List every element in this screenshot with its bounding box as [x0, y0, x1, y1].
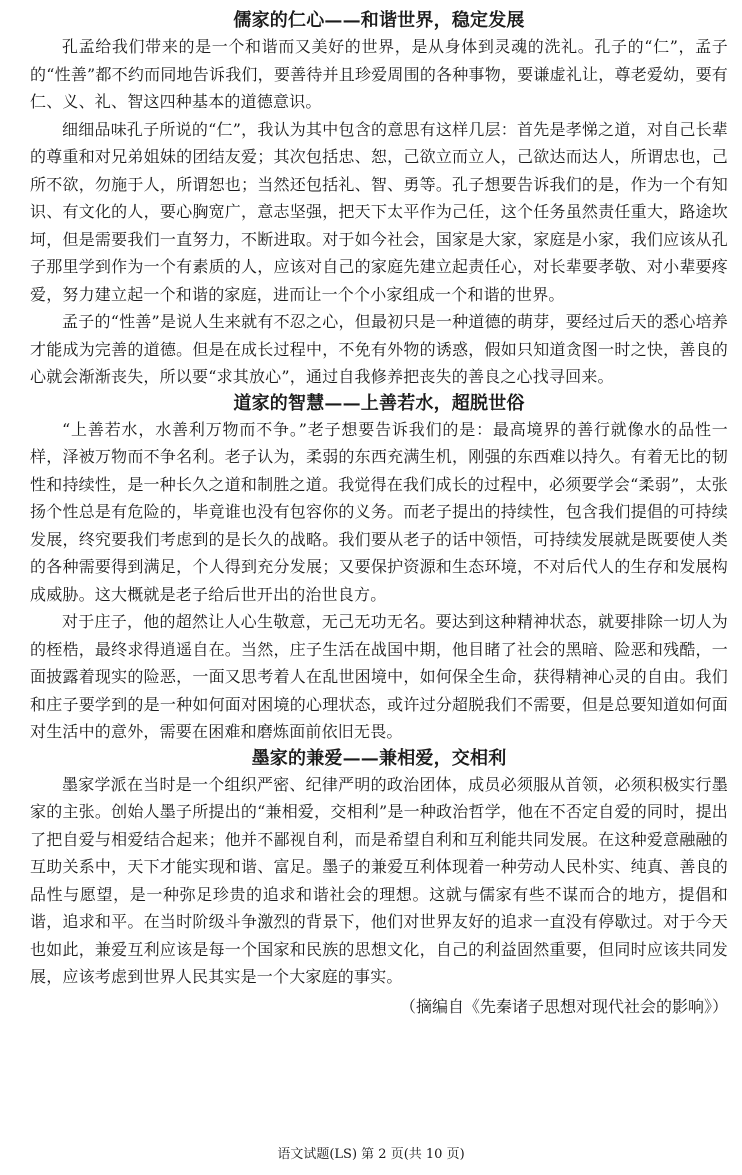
- section-heading-mohist: 墨家的兼爱——兼相爱，交相利: [251, 747, 507, 769]
- section-heading-confucian: 儒家的仁心——和谐世界，稳定发展: [233, 10, 525, 31]
- page-footer: 语文试题(LS) 第 2 页(共 10 页): [277, 1147, 465, 1162]
- source-citation: （摘编自《先秦诸子思想对现代社会的影响》）: [399, 996, 728, 1016]
- paragraph: 孟子的“性善”是说人生来就有不忍之心，但最初只是一种道德的萌芽，要经过后天的悉心培养才能成为完善的道德。但是在成长过程中，不免有外物的诱惑，假如只知道贪图一时之快，善良的心就会渐渐丧失，所以要“求其放心”，通过自我修养把丧失的善良之心找寻回来。: [30, 312, 728, 386]
- paragraph: “上善若水，水善利万物而不争。”老子想要告诉我们的是：最高境界的善行就像水的品性一样，泽被万物而不争名利。老子认为，柔弱的东西充满生机，刚强的东西难以持久。有着无比的韧性和持续性，是一种长久之道和制胜之道。我觉得在我们成长的过程中，必须要学会“柔弱”，太张扬个性总是有危险的，毕竟谁也没有包容你的义务。而老子提出的持续性，包含我们提倡的可持续发展，终究要我们考虑到的是长久的战略。我们要从老子的话中领悟，可持续发展就是既要使人类的各种需要得到满足，个人得到充分发展；又要保护资源和生态环境，不对后代人的生存和发展构成威胁。这大概就是老子给后世开出的治世良方。: [30, 419, 728, 604]
- paragraph: 细细品味孔子所说的“仁”，我认为其中包含的意思有这样几层：首先是孝悌之道，对自己长辈的尊重和对兄弟姐妹的团结友爱；其次包括忠、恕，己欲立而立人，己欲达而达人，所谓忠也，己所不欲，勿施于人，所谓恕也；当然还包括礼、智、勇等。孔子想要告诉我们的是，作为一个有知识、有文化的人，要心胸宽广，意志坚强，把天下太平作为己任，这个任务虽然责任重大，路途坎坷，但是需要我们一直努力，不断进取。对于如今社会，国家是大家，家庭是小家，我们应该从孔子那里学到作为一个有素质的人，应该对自己的家庭先建立起责任心，对长辈要孝敬、对小辈要疼爱，努力建立起一个和谐的家庭，进而让一个个小家组成一个和谐的世界。: [30, 119, 728, 304]
- article-body: [30, 8, 728, 1020]
- paragraph: 对于庄子，他的超然让人心生敬意，无己无功无名。要达到这种精神状态，就要排除一切人为的桎梏，最终求得逍遥自在。当然，庄子生活在战国中期，他目睹了社会的黑暗、险恶和残酷，一面披露着现实的险恶，一面又思考着人在乱世困境中，如何保全生命，获得精神心灵的自由。我们和庄子要学到的是一种如何面对困境的心理状态，或许过分超脱我们不需要，但是总要知道如何面对生活中的意外，需要在困难和磨炼面前依旧无畏。: [30, 612, 728, 741]
- paragraph: 墨家学派在当时是一个组织严密、纪律严明的政治团体，成员必须服从首领，必须积极实行墨家的主张。创始人墨子所提出的“兼相爱，交相利”是一种政治哲学，他在不否定自爱的同时，提出了把自爱与相爱结合起来；他并不鄙视自利，而是希望自利和互利能共同发展。在这种爱意融融的互助关系中，天下才能实现和谐、富足。墨子的兼爱互利体现着一种劳动人民朴实、纯真、善良的品性与愿望，是一种弥足珍贵的追求和谐社会的理想。这就与儒家有些不谋而合的地方，提倡和谐，追求和平。在当时阶级斗争激烈的背景下，他们对世界友好的追求一直没有停歇过。对于今天也如此，兼爱互利应该是每一个国家和民族的思想文化，自己的利益固然重要，但同时应该共同发展，应该考虑到世界人民其实是一个大家庭的事实。: [30, 774, 728, 986]
- section-heading-taoist: 道家的智慧——上善若水，超脱世俗: [233, 392, 525, 414]
- paragraph: 孔孟给我们带来的是一个和谐而又美好的世界，是从身体到灵魂的洗礼。孔子的“仁”，孟子的“性善”都不约而同地告诉我们，要善待并且珍爱周围的各种事物，要谦虚礼让，尊老爱幼，要有仁、义、礼、智这四种基本的道德意识。: [30, 37, 728, 111]
